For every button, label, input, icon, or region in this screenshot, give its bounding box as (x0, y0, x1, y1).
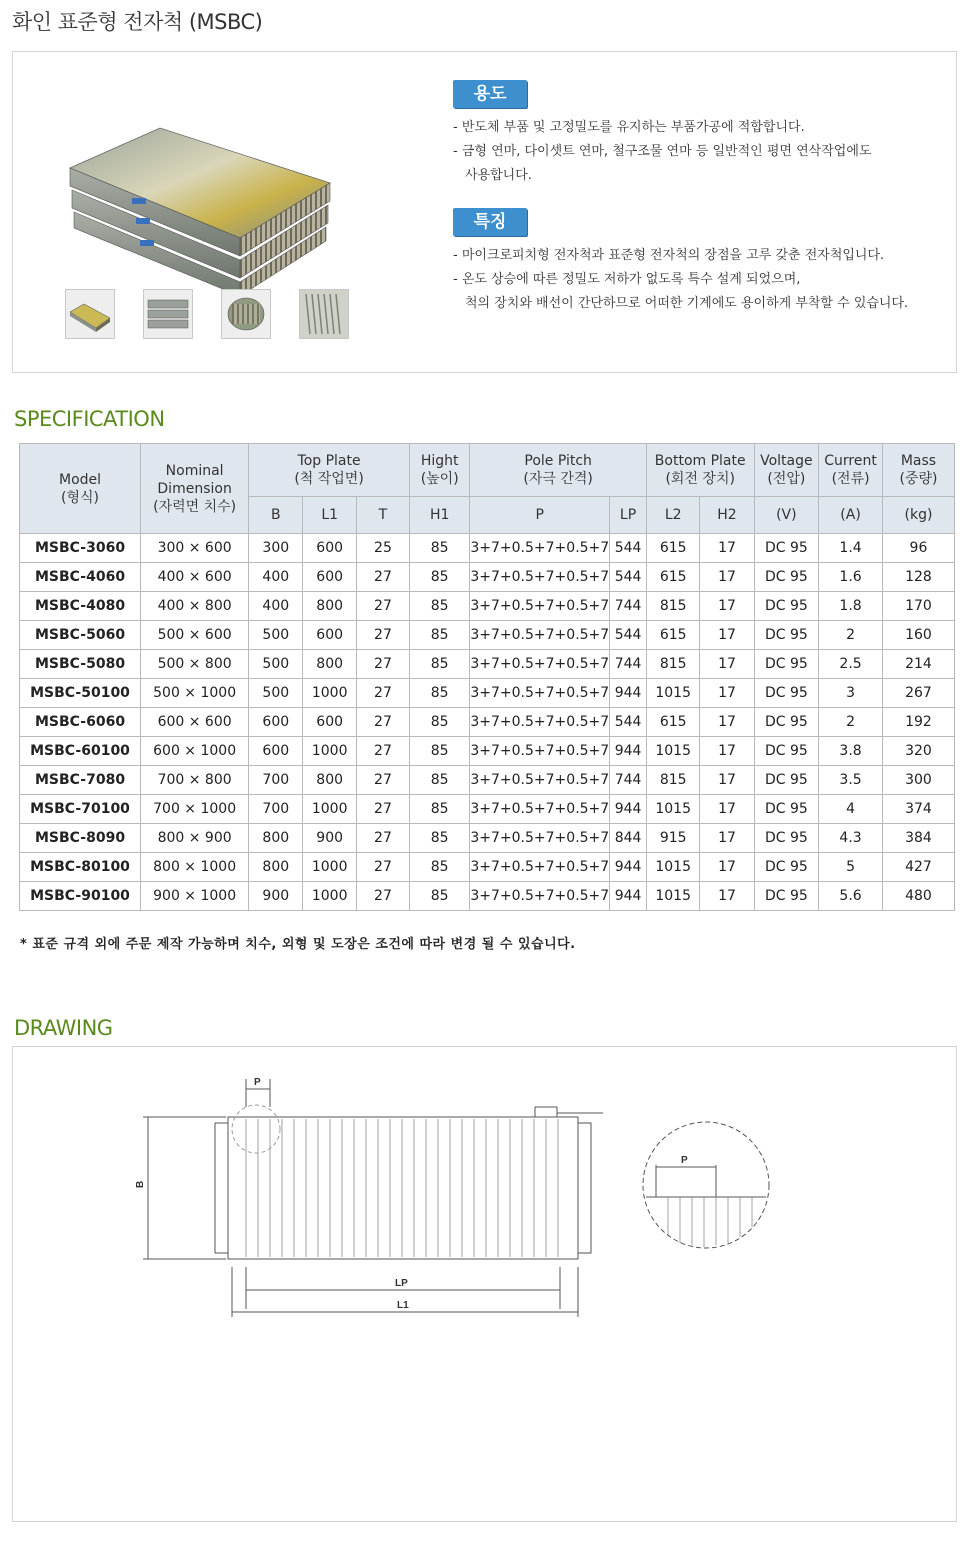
cell-h1: 85 (409, 795, 469, 824)
cell-nominal: 300 × 600 (141, 534, 249, 563)
cell-lp: 944 (610, 737, 647, 766)
cell-current: 1.8 (819, 592, 883, 621)
cell-b: 400 (249, 563, 303, 592)
cell-t: 27 (356, 650, 409, 679)
table-row (20, 708, 955, 737)
cell-nominal: 500 × 1000 (141, 679, 249, 708)
cell-mass: 384 (882, 824, 954, 853)
usage-line: - 금형 연마, 다이셋트 연마, 철구조물 연마 등 일반적인 평면 연삭작업에도 (453, 144, 872, 159)
subhead-a: (A) (819, 497, 883, 534)
thumbnail-1[interactable] (65, 289, 115, 339)
cell-p: 3+7+0.5+7+0.5+7 (470, 737, 610, 766)
cell-b: 900 (249, 882, 303, 911)
features-section (453, 208, 953, 316)
cell-current: 2 (819, 708, 883, 737)
cell-h2: 17 (700, 737, 754, 766)
table-row (20, 766, 955, 795)
cell-l2: 615 (646, 621, 700, 650)
cell-b: 400 (249, 592, 303, 621)
cell-current: 3.5 (819, 766, 883, 795)
cell-l1: 1000 (303, 795, 357, 824)
features-line: 척의 장치와 배선이 간단하므로 어떠한 기계에도 용이하게 부착할 수 있습니다. (465, 296, 909, 311)
cell-b: 500 (249, 650, 303, 679)
cell-b: 800 (249, 853, 303, 882)
cell-p: 3+7+0.5+7+0.5+7 (470, 708, 610, 737)
cell-l1: 1000 (303, 737, 357, 766)
cell-lp: 544 (610, 563, 647, 592)
cell-mass: 320 (882, 737, 954, 766)
cell-h1: 85 (409, 592, 469, 621)
cell-current: 5.6 (819, 882, 883, 911)
label-lp: LP (395, 1278, 408, 1289)
subhead-kg: (kg) (882, 497, 954, 534)
features-line: - 온도 상승에 따른 정밀도 저하가 없도록 특수 설계 되었으며, (453, 272, 801, 287)
cell-voltage: DC 95 (754, 621, 819, 650)
cell-h2: 17 (700, 882, 754, 911)
cell-t: 27 (356, 563, 409, 592)
cell-mass: 300 (882, 766, 954, 795)
cell-h2: 17 (700, 592, 754, 621)
table-row (20, 882, 955, 911)
spec-table-body (20, 534, 955, 911)
cell-lp: 744 (610, 650, 647, 679)
cell-current: 1.4 (819, 534, 883, 563)
cell-h2: 17 (700, 766, 754, 795)
cell-voltage: DC 95 (754, 563, 819, 592)
cell-current: 4.3 (819, 824, 883, 853)
product-overview (12, 51, 957, 373)
thumbnail-3[interactable] (221, 289, 271, 339)
cell-mass: 160 (882, 621, 954, 650)
cell-l1: 800 (303, 592, 357, 621)
cell-l2: 1015 (646, 882, 700, 911)
features-list (453, 244, 953, 316)
cell-h1: 85 (409, 853, 469, 882)
cell-l2: 1015 (646, 795, 700, 824)
col-voltage: Voltage (전압) (754, 444, 819, 497)
subhead-h1: H1 (409, 497, 469, 534)
cell-l2: 815 (646, 592, 700, 621)
col-pole-pitch: Pole Pitch (자극 간격) (470, 444, 647, 497)
cell-p: 3+7+0.5+7+0.5+7 (470, 621, 610, 650)
cell-p: 3+7+0.5+7+0.5+7 (470, 679, 610, 708)
plan-view-body (228, 1117, 578, 1259)
table-row (20, 853, 955, 882)
cell-p: 3+7+0.5+7+0.5+7 (470, 795, 610, 824)
cell-voltage: DC 95 (754, 679, 819, 708)
cell-l1: 600 (303, 563, 357, 592)
cell-h2: 17 (700, 650, 754, 679)
subhead-h2: H2 (700, 497, 754, 534)
cell-model: MSBC-5060 (20, 621, 141, 650)
cell-mass: 96 (882, 534, 954, 563)
cell-l2: 615 (646, 534, 700, 563)
cell-lp: 944 (610, 882, 647, 911)
subhead-b: B (249, 497, 303, 534)
table-row (20, 824, 955, 853)
cell-nominal: 700 × 800 (141, 766, 249, 795)
cell-model: MSBC-5080 (20, 650, 141, 679)
cell-lp: 944 (610, 853, 647, 882)
col-top-plate: Top Plate (척 작업면) (249, 444, 410, 497)
table-row (20, 650, 955, 679)
cell-l2: 1015 (646, 737, 700, 766)
subhead-lp: LP (610, 497, 647, 534)
cell-l1: 1000 (303, 853, 357, 882)
cell-current: 3 (819, 679, 883, 708)
cell-l1: 600 (303, 621, 357, 650)
cell-b: 600 (249, 737, 303, 766)
table-row (20, 737, 955, 766)
cell-h2: 17 (700, 679, 754, 708)
cell-l1: 1000 (303, 882, 357, 911)
table-row (20, 621, 955, 650)
cell-model: MSBC-50100 (20, 679, 141, 708)
table-row (20, 795, 955, 824)
cell-lp: 944 (610, 795, 647, 824)
cell-l1: 600 (303, 708, 357, 737)
cell-nominal: 400 × 800 (141, 592, 249, 621)
cell-model: MSBC-80100 (20, 853, 141, 882)
cell-p: 3+7+0.5+7+0.5+7 (470, 563, 610, 592)
usage-list (453, 116, 953, 188)
cell-model: MSBC-70100 (20, 795, 141, 824)
cell-b: 700 (249, 795, 303, 824)
col-nominal: Nominal Dimension (자력면 치수) (141, 444, 249, 534)
cell-l2: 1015 (646, 679, 700, 708)
cell-voltage: DC 95 (754, 650, 819, 679)
cell-model: MSBC-4080 (20, 592, 141, 621)
cell-l1: 600 (303, 534, 357, 563)
cell-mass: 192 (882, 708, 954, 737)
cell-voltage: DC 95 (754, 882, 819, 911)
cell-l2: 615 (646, 563, 700, 592)
cell-h1: 85 (409, 679, 469, 708)
cell-p: 3+7+0.5+7+0.5+7 (470, 650, 610, 679)
cell-h1: 85 (409, 563, 469, 592)
cell-nominal: 900 × 1000 (141, 882, 249, 911)
cell-lp: 544 (610, 534, 647, 563)
cell-nominal: 600 × 1000 (141, 737, 249, 766)
cell-model: MSBC-8090 (20, 824, 141, 853)
cell-l2: 815 (646, 766, 700, 795)
cell-h1: 85 (409, 534, 469, 563)
cell-nominal: 500 × 600 (141, 621, 249, 650)
cell-lp: 544 (610, 621, 647, 650)
cell-nominal: 800 × 1000 (141, 853, 249, 882)
cell-mass: 214 (882, 650, 954, 679)
cell-mass: 128 (882, 563, 954, 592)
cell-b: 500 (249, 621, 303, 650)
cell-mass: 267 (882, 679, 954, 708)
cell-voltage: DC 95 (754, 534, 819, 563)
cell-model: MSBC-3060 (20, 534, 141, 563)
cell-b: 300 (249, 534, 303, 563)
col-hight: Hight (높이) (409, 444, 469, 497)
cell-l1: 800 (303, 766, 357, 795)
spec-section-title: SPECIFICATION (14, 407, 165, 431)
cell-h2: 17 (700, 563, 754, 592)
cell-h1: 85 (409, 650, 469, 679)
cell-h2: 17 (700, 534, 754, 563)
cell-current: 3.8 (819, 737, 883, 766)
cell-current: 2 (819, 621, 883, 650)
cell-nominal: 500 × 800 (141, 650, 249, 679)
cell-model: MSBC-7080 (20, 766, 141, 795)
cell-lp: 544 (610, 708, 647, 737)
subhead-l1: L1 (303, 497, 357, 534)
cell-p: 3+7+0.5+7+0.5+7 (470, 882, 610, 911)
label-p: P (254, 1077, 261, 1088)
cell-b: 800 (249, 824, 303, 853)
cell-h1: 85 (409, 882, 469, 911)
cell-model: MSBC-60100 (20, 737, 141, 766)
table-row (20, 563, 955, 592)
cell-t: 27 (356, 679, 409, 708)
cell-t: 27 (356, 621, 409, 650)
cell-l2: 815 (646, 650, 700, 679)
cell-p: 3+7+0.5+7+0.5+7 (470, 824, 610, 853)
table-row (20, 592, 955, 621)
cell-l2: 915 (646, 824, 700, 853)
cell-voltage: DC 95 (754, 708, 819, 737)
cell-b: 500 (249, 679, 303, 708)
cell-h1: 85 (409, 737, 469, 766)
cell-h1: 85 (409, 824, 469, 853)
cell-current: 4 (819, 795, 883, 824)
col-model: Model (형식) (20, 444, 141, 534)
cell-model: MSBC-6060 (20, 708, 141, 737)
subhead-v: (V) (754, 497, 819, 534)
drawing-panel (12, 1046, 957, 1522)
cell-nominal: 800 × 900 (141, 824, 249, 853)
cell-mass: 480 (882, 882, 954, 911)
cell-h2: 17 (700, 824, 754, 853)
thumbnail-2[interactable] (143, 289, 193, 339)
cell-lp: 744 (610, 592, 647, 621)
cell-b: 600 (249, 708, 303, 737)
cell-h2: 17 (700, 708, 754, 737)
cell-l2: 615 (646, 708, 700, 737)
cell-model: MSBC-90100 (20, 882, 141, 911)
spec-table (19, 443, 955, 911)
cell-h1: 85 (409, 766, 469, 795)
product-info (453, 80, 953, 316)
cell-t: 27 (356, 708, 409, 737)
subhead-p: P (470, 497, 610, 534)
cell-nominal: 400 × 600 (141, 563, 249, 592)
features-line: - 마이크로피치형 전자척과 표준형 전자척의 장점을 고루 갖춘 전자척입니다. (453, 248, 885, 263)
cell-current: 1.6 (819, 563, 883, 592)
usage-line: 사용합니다. (465, 168, 532, 183)
cell-p: 3+7+0.5+7+0.5+7 (470, 592, 610, 621)
cell-lp: 844 (610, 824, 647, 853)
cell-voltage: DC 95 (754, 824, 819, 853)
cell-model: MSBC-4060 (20, 563, 141, 592)
cell-lp: 744 (610, 766, 647, 795)
cell-mass: 374 (882, 795, 954, 824)
cell-t: 27 (356, 882, 409, 911)
col-mass: Mass (중량) (882, 444, 954, 497)
page-title: 화인 표준형 전자척 (MSBC) (12, 10, 263, 34)
cell-t: 27 (356, 824, 409, 853)
label-p-detail: P (681, 1155, 688, 1166)
cell-nominal: 600 × 600 (141, 708, 249, 737)
usage-section (453, 80, 953, 188)
cell-h1: 85 (409, 621, 469, 650)
cell-voltage: DC 95 (754, 766, 819, 795)
subhead-t: T (356, 497, 409, 534)
product-photo (60, 88, 340, 298)
table-row (20, 534, 955, 563)
label-l1: L1 (397, 1300, 409, 1311)
cell-l1: 1000 (303, 679, 357, 708)
cell-t: 27 (356, 795, 409, 824)
col-bottom-plate: Bottom Plate (회전 장치) (646, 444, 754, 497)
cell-mass: 427 (882, 853, 954, 882)
usage-badge: 용도 (453, 80, 527, 108)
spec-note: * 표준 규격 외에 주문 제작 가능하며 치수, 외형 및 도장은 조건에 따라 변경 될 수 있습니다. (20, 937, 576, 952)
cell-voltage: DC 95 (754, 795, 819, 824)
cell-lp: 944 (610, 679, 647, 708)
cell-t: 27 (356, 592, 409, 621)
col-current: Current (전류) (819, 444, 883, 497)
cell-current: 2.5 (819, 650, 883, 679)
cell-t: 27 (356, 737, 409, 766)
cell-voltage: DC 95 (754, 592, 819, 621)
cell-nominal: 700 × 1000 (141, 795, 249, 824)
cell-t: 27 (356, 853, 409, 882)
cell-l1: 900 (303, 824, 357, 853)
cell-l2: 1015 (646, 853, 700, 882)
cell-h1: 85 (409, 708, 469, 737)
cell-h2: 17 (700, 795, 754, 824)
drawing-section-title: DRAWING (14, 1016, 113, 1040)
cell-b: 700 (249, 766, 303, 795)
technical-drawing (13, 1047, 956, 1521)
cell-h2: 17 (700, 621, 754, 650)
subhead-l2: L2 (646, 497, 700, 534)
thumbnail-4[interactable] (299, 289, 349, 339)
cell-p: 3+7+0.5+7+0.5+7 (470, 853, 610, 882)
cell-mass: 170 (882, 592, 954, 621)
cell-l1: 800 (303, 650, 357, 679)
cell-t: 27 (356, 766, 409, 795)
usage-line: - 반도체 부품 및 고정밀도를 유지하는 부품가공에 적합합니다. (453, 120, 805, 135)
cell-t: 25 (356, 534, 409, 563)
label-b: B (135, 1180, 146, 1188)
cell-p: 3+7+0.5+7+0.5+7 (470, 534, 610, 563)
cell-p: 3+7+0.5+7+0.5+7 (470, 766, 610, 795)
table-row (20, 679, 955, 708)
features-badge: 특징 (453, 208, 527, 236)
cell-voltage: DC 95 (754, 853, 819, 882)
cell-h2: 17 (700, 853, 754, 882)
cell-current: 5 (819, 853, 883, 882)
cell-voltage: DC 95 (754, 737, 819, 766)
